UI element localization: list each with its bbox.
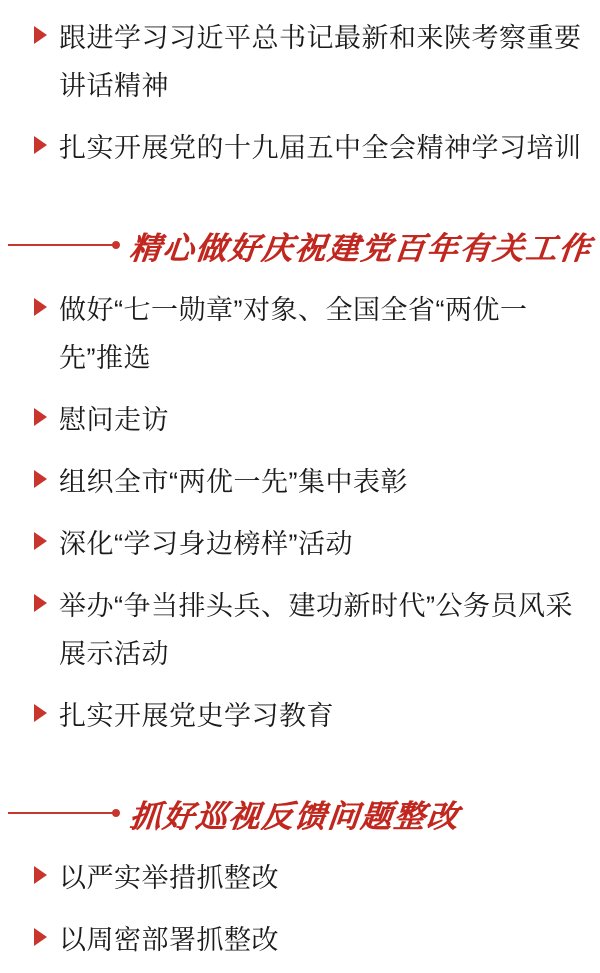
triangle-bullet-icon (34, 594, 47, 612)
list-item-text: 以周密部署抓整改 (59, 925, 279, 955)
section-title: 抓好巡视反馈问题整改 (127, 798, 462, 834)
triangle-bullet-icon (34, 26, 47, 44)
spacer (0, 382, 600, 396)
triangle-bullet-icon (34, 136, 47, 154)
spacer (0, 678, 600, 692)
list-item (0, 854, 600, 902)
list-item-text: 慰问走访 (59, 405, 169, 435)
section-header (0, 218, 600, 272)
list-item-text: 扎实开展党史学习教育 (59, 701, 334, 731)
list-item (0, 520, 600, 568)
spacer (0, 506, 600, 520)
spacer (0, 740, 600, 786)
list-item (0, 916, 600, 964)
section-title: 精心做好庆祝建党百年有关工作 (127, 230, 594, 266)
list-item-text: 举办“争当排头兵、建功新时代”公务员风采展示活动 (59, 591, 573, 669)
spacer (0, 272, 600, 286)
list-item (0, 124, 600, 172)
header-dot-icon (112, 809, 120, 817)
list-item (0, 286, 600, 382)
list-item (0, 692, 600, 740)
spacer (0, 172, 600, 218)
list-item (0, 14, 600, 110)
spacer (0, 902, 600, 916)
list-item (0, 396, 600, 444)
header-rule-icon (8, 812, 116, 814)
spacer (0, 444, 600, 458)
triangle-bullet-icon (34, 928, 47, 946)
triangle-bullet-icon (34, 532, 47, 550)
list-item-text: 扎实开展党的十九届五中全会精神学习培训 (59, 133, 582, 163)
list-item-text: 跟进学习习近平总书记最新和来陕考察重要讲话精神 (59, 23, 582, 101)
list-item-text: 组织全市“两优一先”集中表彰 (59, 467, 408, 497)
section-header (0, 786, 600, 840)
triangle-bullet-icon (34, 298, 47, 316)
triangle-bullet-icon (34, 866, 47, 884)
list-item-text: 深化“学习身边榜样”活动 (59, 529, 353, 559)
spacer (0, 840, 600, 854)
list-item (0, 458, 600, 506)
spacer (0, 568, 600, 582)
triangle-bullet-icon (34, 704, 47, 722)
list-item (0, 582, 600, 678)
list-item-text: 做好“七一勋章”对象、全国全省“两优一先”推选 (59, 295, 528, 373)
triangle-bullet-icon (34, 408, 47, 426)
spacer (0, 110, 600, 124)
spacer-top (0, 0, 600, 14)
triangle-bullet-icon (34, 470, 47, 488)
header-rule-icon (8, 244, 116, 246)
list-item-text: 以严实举措抓整改 (59, 863, 279, 893)
header-dot-icon (112, 241, 120, 249)
